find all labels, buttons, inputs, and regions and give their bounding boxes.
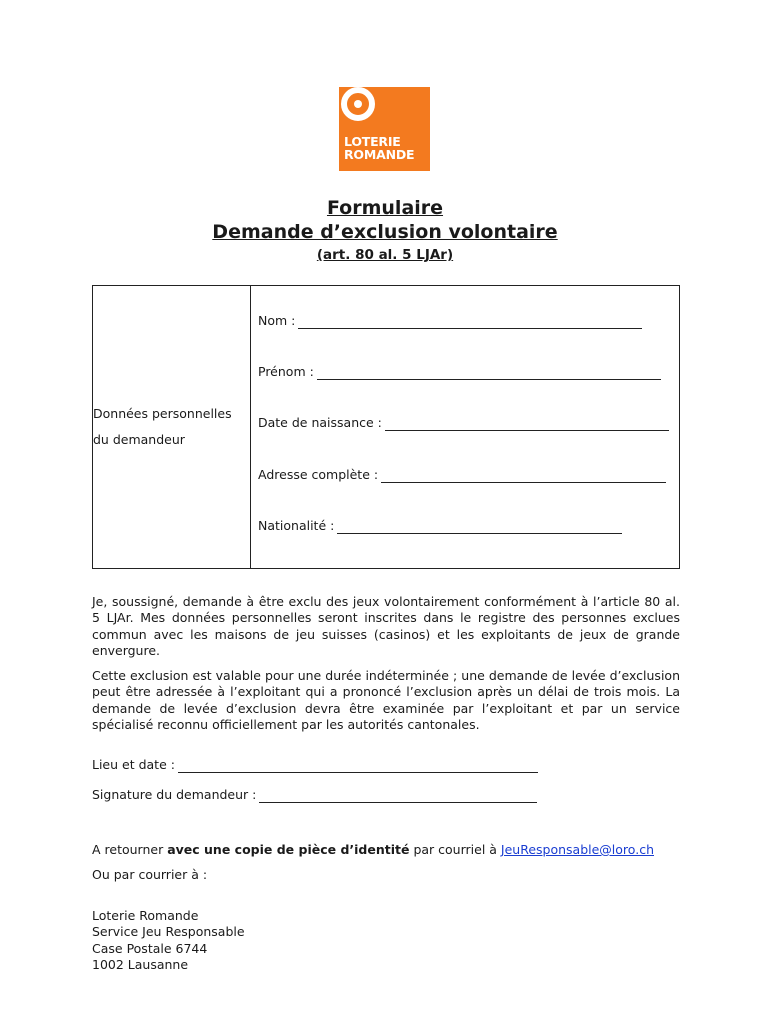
postal-address bbox=[92, 908, 245, 973]
nom-label: Nom : bbox=[258, 313, 296, 328]
lieu-date-field[interactable] bbox=[92, 757, 538, 773]
prenom-label: Prénom : bbox=[258, 364, 314, 379]
prenom-input-line[interactable] bbox=[317, 366, 661, 380]
nationalite-field[interactable] bbox=[258, 518, 622, 534]
signature-input-line[interactable] bbox=[259, 790, 537, 803]
postal-instruction bbox=[92, 867, 207, 883]
return-suffix: par courriel à bbox=[409, 842, 501, 857]
postal-instruction-text: Ou par courrier à : bbox=[92, 867, 208, 882]
logo-line-2: ROMANDE bbox=[344, 147, 415, 162]
address-line-3: Case Postale 6744 bbox=[92, 940, 208, 956]
date-naissance-label: Date de naissance : bbox=[258, 415, 382, 430]
date-naissance-field[interactable] bbox=[258, 415, 669, 431]
personal-data-table bbox=[92, 285, 680, 569]
nom-input-line[interactable] bbox=[298, 315, 642, 329]
adresse-field[interactable] bbox=[258, 467, 666, 483]
address-line-4: 1002 Lausanne bbox=[92, 956, 189, 972]
adresse-label: Adresse complète : bbox=[258, 467, 379, 482]
return-bold-text: avec une copie de pièce d’identité bbox=[167, 842, 410, 857]
exclusion-terms-paragraph: Cette exclusion est valable pour une durée indéterminée ; une demande de levée d’exclusion peut être adressée à l’exploitant qui a prononcé l’exclusion après un délai de trois mois. La demande de levée d’exclusion devra être examinée par l’exploitant et par un service spécialisé reconnu officiellement par les autorités cantonales. bbox=[92, 668, 680, 733]
lieu-date-input-line[interactable] bbox=[178, 760, 538, 773]
return-prefix: A retourner bbox=[92, 842, 168, 857]
date-naissance-input-line[interactable] bbox=[385, 417, 669, 431]
lieu-date-label: Lieu et date : bbox=[92, 757, 175, 772]
section-label-line-1: Données personnelles bbox=[93, 406, 232, 421]
logo-line-1: LOTERIE bbox=[344, 134, 401, 149]
address-line-1: Loterie Romande bbox=[92, 908, 199, 923]
signature-field[interactable] bbox=[92, 787, 537, 803]
declaration-paragraph: Je, soussigné, demande à être exclu des jeux volontairement conformément à l’article 80 al. 5 LJAr. Mes données personnelles seront inscrites dans le registre des personnes exclues commun avec les maisons de jeu suisses (casinos) et les exploitants de jeux de grande envergure. bbox=[92, 594, 680, 659]
loterie-romande-logo bbox=[339, 87, 430, 171]
nationalite-label: Nationalité : bbox=[258, 518, 335, 533]
signature-label: Signature du demandeur : bbox=[92, 787, 257, 802]
section-label-cell bbox=[93, 286, 251, 569]
nom-field[interactable] bbox=[258, 313, 642, 329]
nationalite-input-line[interactable] bbox=[337, 520, 622, 534]
document-title: Formulaire bbox=[326, 197, 444, 219]
email-link[interactable]: JeuResponsable@loro.ch bbox=[500, 842, 654, 857]
document-title-block bbox=[0, 196, 770, 265]
fields-cell bbox=[251, 286, 680, 569]
logo-wordmark bbox=[344, 135, 430, 161]
prenom-field[interactable] bbox=[258, 364, 661, 380]
document-subtitle: Demande d’exclusion volontaire bbox=[212, 221, 558, 243]
return-instruction bbox=[92, 842, 654, 858]
adresse-input-line[interactable] bbox=[381, 469, 666, 483]
legal-reference: (art. 80 al. 5 LJAr) bbox=[316, 247, 454, 263]
section-label-line-2: du demandeur bbox=[93, 432, 185, 447]
address-line-2: Service Jeu Responsable bbox=[92, 924, 245, 940]
